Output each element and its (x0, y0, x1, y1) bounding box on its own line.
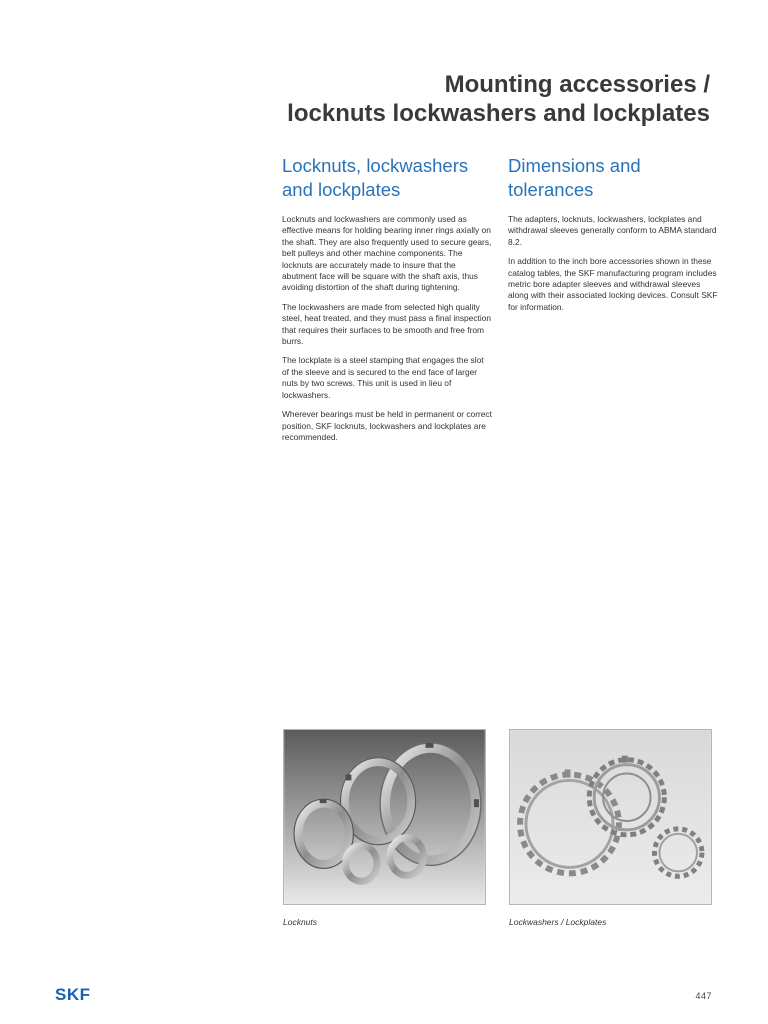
right-paragraph-2: In addition to the inch bore accessories shown in these catalog tables, the SKF manufacturing program includes metric bore adapter sleeves and withdrawal sleeves along with their associated locking devices. Consult SKF for information. (508, 256, 718, 312)
left-heading (282, 154, 492, 202)
left-paragraph-2: The lockwashers are made from selected high quality steel, heat treated, and they must pass a final inspection that requires their surfaces to be smooth and free from burrs. (282, 301, 492, 347)
right-column (508, 154, 718, 321)
left-paragraph-4: Wherever bearings must be held in permanent or correct position, SKF locknuts, lockwashers and lockplates are recommended. (282, 409, 492, 442)
right-heading-line-1: Dimensions and (508, 155, 641, 176)
left-column (282, 154, 492, 451)
svg-text:SKF: SKF (55, 985, 91, 1003)
locknuts-photo (283, 729, 486, 905)
right-heading-line-2: tolerances (508, 179, 594, 200)
page-title-line-1: Mounting accessories / (444, 71, 710, 98)
lockwashers-photo (509, 729, 712, 905)
skf-logo (55, 985, 111, 1003)
left-heading-line-2: and lockplates (282, 179, 401, 200)
page-title (240, 70, 710, 128)
locknuts-caption: Locknuts (283, 917, 318, 927)
left-paragraph-3: The lockplate is a steel stamping that engages the slot of the sleeve and is secured to the end face of larger nuts by two screws. This unit is used in lieu of lockwashers. (282, 355, 484, 400)
page-number: 447 (695, 991, 712, 1001)
page-title-line-2: locknuts lockwashers and lockplates (287, 100, 710, 127)
lockwashers-caption: Lockwashers / Lockplates (509, 917, 607, 927)
right-heading (508, 154, 718, 202)
left-heading-line-1: Locknuts, lockwashers (282, 155, 469, 176)
right-paragraph-1: The adapters, locknuts, lockwashers, lockplates and withdrawal sleeves generally conform to ABMA standard 8.2. (508, 214, 717, 247)
left-paragraph-1: Locknuts and lockwashers are commonly used as effective means for holding bearing inner rings axially on the shaft. They are also frequently used to secure gears, belt pulleys and other machine components. The locknuts are accurately made to insure that the abutment face will be square with the shaft axis, thus avoiding distortion of the shaft during tightening. (282, 214, 492, 293)
